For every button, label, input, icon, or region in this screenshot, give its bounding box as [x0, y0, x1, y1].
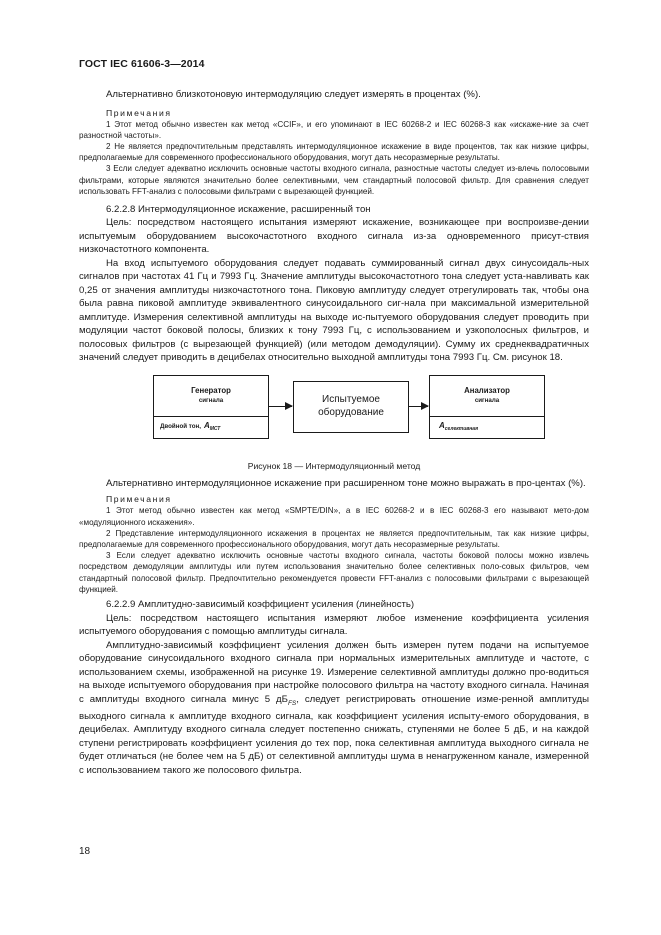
figure-caption: Рисунок 18 — Интермодуляционный метод [247, 460, 421, 471]
note-item: 1 Этот метод обычно известен как метод «CCIF», и его упоминают в IEC 60268-2 и IEC 60268-3 как «искаже-ние за счет разностной частоты». [79, 119, 589, 140]
device-under-test-block [293, 381, 409, 433]
analyzer-title: Анализатор [464, 385, 510, 395]
block-diagram [79, 375, 589, 455]
analyzer-block [429, 375, 545, 439]
intro-paragraph: Альтернативно близкотоновую интермодуляцию следует измерять в процентах (%). [106, 89, 481, 100]
alt-paragraph: Альтернативно интермодуляционное искажение при расширенном тоне можно выражать в про-центах (%). [106, 477, 586, 489]
page-content [79, 88, 589, 777]
analyzer-symbol: $A_{селективная}$ [439, 420, 479, 432]
notes-heading: Примечания [106, 494, 172, 505]
section-body: Амплитудно-зависимый коэффициент усиления должен быть измерен путем подачи на испытуемое оборудование синусоидального входного сигнала при нормальных измерительных амплитуде и частоте, с использованием схемы, изображенной на рисунке 19. Измерение селективной амплитуды должно про-водиться на выходе испытуемого оборудования при настройке полосового фильтра на частоту входного сигнала. Начиная с амплитуды входного сигнала минус 5 $дБ_{FS}$, следует регистрировать отношение изме-ренной амплитуды выходного сигнала к амплитуде входного сигнала, как коэффициент усиления испыту-емого оборудования, в децибелах. Амплитуду входного сигнала следует постепенно снижать, ступенями не более 5 дБ, и на каждой ступени регистрировать коэффициент усиления до тех пор, пока селективная амплитуда выходного сигнала не будет отличаться (не более чем на 5 дБ) от селективной амплитуды шума в ненагруженном канале, измеренной с использованием такого же полосового фильтра. [79, 639, 589, 776]
signal-arrow-icon [269, 406, 292, 407]
note-item: 3 Если следует адекватно исключить основные частоты входного сигнала, частоты боковой полосы можно извлечь посредством демодуляции амплитуды или путем использования значительно более селективных поло-совых фильтров, чем стандартный полосовой фильтр. Предпочтительно рекомендуется провести FFT-анализ с полосовыми фильтрами с вырезающей функцией. [79, 551, 589, 594]
note-item: 2 Не является предпочтительным представлять интермодуляционное искажение в виде процентов, так как низкие цифры, предполагаемые для современного профессионального оборудования, могут дать несоразмерные результаты. [79, 141, 589, 163]
section-goal: Цель: посредством настоящего испытания измеряют любое изменение коэффициента усиления испытуемого оборудования с помощью амплитуды сигнала. [79, 612, 589, 638]
generator-block [153, 375, 269, 439]
dut-label-line2: оборудование [318, 406, 384, 418]
page-number: 18 [79, 846, 91, 857]
generator-subtitle: сигнала [198, 396, 224, 404]
generator-output-label: Двойной тон, [160, 422, 201, 430]
analyzer-subtitle: сигнала [474, 396, 500, 404]
dut-label-line1: Испытуемое [322, 394, 380, 406]
note-item: 1 Этот метод обычно известен как метод «SMPTE/DIN», а в IEC 60268-2 и в IEC 60268-3 его называют мето-дом «модуляционного искажения». [79, 506, 589, 527]
signal-arrow-icon [409, 406, 428, 407]
section-heading: 6.2.2.9 Амплитудно-зависимый коэффициент усиления (линейность) [106, 599, 415, 611]
notes-heading: Примечания [106, 107, 172, 118]
note-item: 2 Представление интермодуляционного искажения в процентах не является предпочтительным, так как низкие цифры, предполагаемые для современного профессионального оборудования, могут дать несоразмерные результаты. [79, 528, 589, 550]
note-item: 3 Если следует адекватно исключить основные частоты входного сигнала, разностные частоты следует из-влечь полосовыми фильтрами, которые являются значительно более селективными, чем стандартный полосовой фильтр. Для сравнения следует использовать FFT-анализ с полосовыми фильтрами с вырезающей функцией. [79, 164, 589, 196]
generator-symbol: $A_{МСТ}$ [203, 420, 221, 432]
document-header: ГОСТ IEC 61606-3—2014 [79, 58, 205, 70]
section-body: На вход испытуемого оборудования следует подавать суммированный сигнал двух синусоидаль-ных сигналов при частотах 41 Гц и 7993 Гц. Значение амплитуды высокочастотного тона следует уста-навливать как 0,25 от значения амплитуды низкочастотного тона. Пиковую амплитуду следует отрегулировать так, чтобы она была равна пиковой амплитуде эквивалентного синусоидального сиг-нала при максимальной измерительной амплитуде. Измерения селективной амплитуды на выходе ис-пытуемого оборудования следует проводить при модуляции частот боковой полосы, близких к тону 7993 Гц, с использованием и узкополосных фильтров, и полосовых фильтров (с вырезающей функцией) (или методом демодуляции). Сумму их среднеквадратичных значений следует приводить в децибелах относительно выходной амплитуды тона 7993 Гц. См. рисунок 18. [79, 257, 589, 364]
generator-title: Генератор [191, 385, 231, 395]
section-goal: Цель: посредством настоящего испытания измеряют искажение, возникающее при воспроизве-дении испытуемым оборудованием высокочастотного входного сигнала из-за одновременного присут-ствия низкочастотного компонента. [79, 217, 589, 256]
section-heading: 6.2.2.8 Интермодуляционное искажение, расширенный тон [106, 203, 371, 215]
